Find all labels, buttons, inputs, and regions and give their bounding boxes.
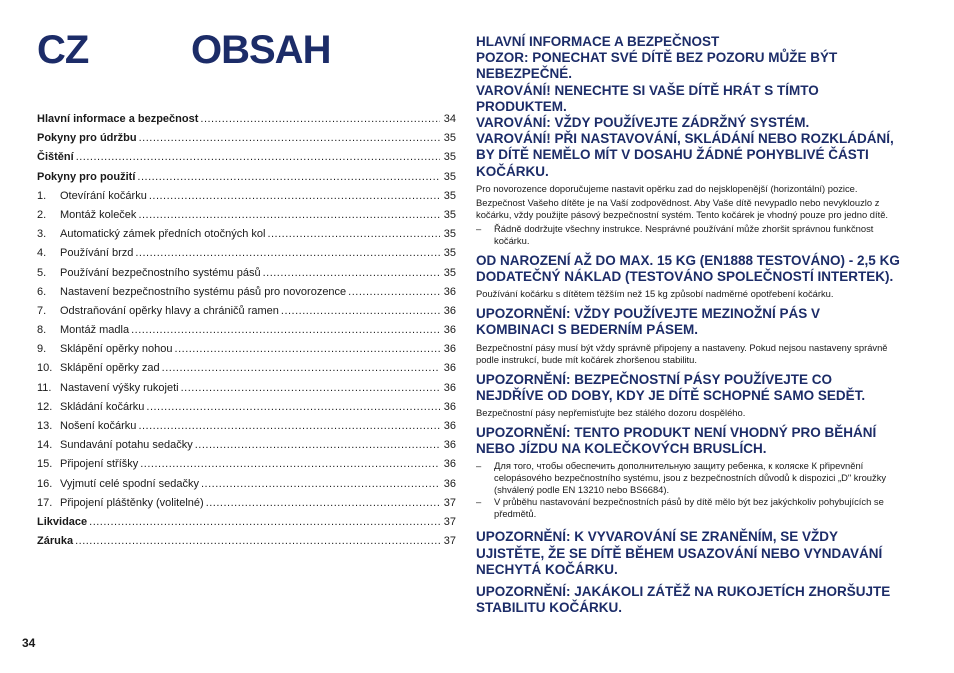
toc-entry-page: 36 <box>443 343 456 356</box>
toc-entry-number: 6. <box>37 285 47 298</box>
toc-entry-title: Sklápění opěrky zad <box>60 362 160 375</box>
toc-entry <box>37 475 456 494</box>
toc-entry-page: 36 <box>443 420 456 432</box>
toc-entry <box>37 398 456 417</box>
toc-entry-number: 16. <box>37 477 53 490</box>
toc-entry-title: Otevírání kočárku <box>60 189 147 202</box>
toc-entry-number: 3. <box>37 228 47 241</box>
toc-entry-page: 37 <box>443 496 456 509</box>
toc-entry <box>37 321 456 340</box>
toc-entry <box>37 379 456 398</box>
toc-entry-number: 2. <box>37 208 47 221</box>
toc-entry <box>37 110 456 129</box>
toc-leader-dots <box>138 206 440 225</box>
toc-entry <box>37 532 456 551</box>
toc-entry-page: 34 <box>443 113 456 125</box>
toc-entry-page: 35 <box>443 228 456 241</box>
toc-entry-number: 14. <box>37 439 53 452</box>
toc-entry-page: 35 <box>443 208 456 221</box>
toc-entry <box>37 187 456 206</box>
page-number: 34 <box>22 636 36 650</box>
table-of-contents <box>37 110 456 551</box>
toc-entry-title: Záruka <box>37 535 74 548</box>
toc-entry-page: 36 <box>443 458 456 471</box>
toc-entry-page: 36 <box>443 285 456 298</box>
toc-leader-dots <box>138 417 440 436</box>
toc-leader-dots <box>195 436 440 455</box>
toc-entry-number: 17. <box>37 496 53 509</box>
toc-entry-page: 35 <box>443 247 456 260</box>
toc-entry-number: 7. <box>37 304 47 317</box>
toc-leader-dots <box>181 379 440 398</box>
warning-heading: UPOZORNĚNÍ: BEZPEČNOSTNÍ PÁSY POUŽÍVEJTE CO NEJDŘÍVE OD DOBY, KDY JE DÍTĚ SCHOPNÉ SAMO SEDĚT. <box>476 371 866 403</box>
list-item: – Для того, чтобы обеспечить дополнительную защиту ребенка, к коляске К připevnění celopásového bezpečnostního systému, jsou z bezpečnostních důvodů k dispozici „D" kroužky (shválený podle EN 13210 nebo BS6684). <box>476 460 901 496</box>
toc-leader-dots <box>267 225 440 244</box>
paragraph: Bezpečnostní pásy nepřemisťujte bez stálého dozoru dospělého. <box>476 407 746 419</box>
toc-entry-title: Pokyny pro údržbu <box>37 132 137 145</box>
toc-entry <box>37 148 456 167</box>
toc-entry <box>37 494 456 513</box>
toc-leader-dots <box>149 187 440 206</box>
section-heading: HLAVNÍ INFORMACE A BEZPEČNOST <box>476 34 720 49</box>
toc-leader-dots <box>281 302 440 321</box>
safety-section <box>476 34 901 616</box>
toc-entry-page: 35 <box>443 151 456 164</box>
toc-leader-dots <box>76 148 440 167</box>
toc-leader-dots <box>137 168 440 187</box>
toc-entry-number: 4. <box>37 247 47 260</box>
list-item: – V průběhu nastavování bezpečnostních pásů by dítě mělo být bez jakýchkoliv pohybujících se předmětů. <box>476 496 901 520</box>
paragraph: Pro novorozence doporučujeme nastavit opěrku zad do nejsklopenější (horizontální) pozice. <box>476 182 858 194</box>
toc-leader-dots <box>131 321 440 340</box>
toc-leader-dots <box>140 455 440 474</box>
toc-entry-page: 36 <box>443 400 456 413</box>
warning-heading: OD NAROZENÍ AŽ DO MAX. 15 KG (EN1888 TESTOVÁNO) - 2,5 KG DODATEČNÝ NÁKLAD (TESTOVÁNO SPOLEČNOSTÍ INTERTEK). <box>476 252 900 285</box>
toc-entry <box>37 455 456 474</box>
list-item-text: Для того, чтобы обеспечить дополнительную защиту ребенка, к коляске К připevnění celopásového bezpečnostního systému, jsou z bezpečnostních důvodů k dispozici „D" kroužky (shválený podle EN 13210 nebo BS6684). <box>494 460 887 496</box>
toc-entry-title: Odstraňování opěrky hlavy a chráničů ramen <box>60 304 279 317</box>
warning-heading: UPOZORNĚNÍ: VŽDY POUŽÍVEJTE MEZINOŽNÍ PÁS V KOMBINACI S BEDERNÍM PÁSEM. <box>476 306 821 338</box>
toc-entry-title: Používání bezpečnostního systému pásů <box>60 266 261 279</box>
toc-entry <box>37 129 456 148</box>
warning-heading: UPOZORNĚNÍ: K VYVAROVÁNÍ SE ZRANĚNÍM, SE VŽDY UJISTĚTE, ŽE SE DÍTĚ BĚHEM USAZOVÁNÍ NEBO VYNDAVÁNÍ NECHYTÁ KOČÁRKU. <box>476 529 883 577</box>
toc-entry-page: 36 <box>443 362 456 375</box>
toc-entry-page: 35 <box>443 266 456 279</box>
toc-entry <box>37 264 456 283</box>
warning-heading: VAROVÁNÍ: VŽDY POUŽÍVEJTE ZÁDRŽNÝ SYSTÉM. <box>476 115 810 131</box>
warning-heading: UPOZORNĚNÍ: TENTO PRODUKT NENÍ VHODNÝ PRO BĚHÁNÍ NEBO JÍZDU NA KOLEČKOVÝCH BRUSLÍCH. <box>476 425 877 457</box>
toc-leader-dots <box>135 244 440 263</box>
toc-entry-title: Montáž koleček <box>60 208 137 221</box>
toc-entry-page: 35 <box>443 132 456 145</box>
toc-entry <box>37 206 456 225</box>
language-code: CZ <box>37 28 89 72</box>
toc-entry <box>37 225 456 244</box>
toc-entry-page: 36 <box>443 439 456 452</box>
toc-entry-title: Skládání kočárku <box>60 400 145 413</box>
toc-leader-dots <box>201 475 440 494</box>
toc-entry-number: 13. <box>37 420 53 432</box>
toc-entry-page: 36 <box>443 381 456 394</box>
toc-entry-title: Sklápění opěrky nohou <box>60 343 173 356</box>
list-item: – Řádně dodržujte všechny instrukce. Nesprávné používání může zhoršit správnou funkčnost kočárku. <box>476 223 901 247</box>
toc-leader-dots <box>139 129 440 148</box>
toc-entry-number: 8. <box>37 324 47 337</box>
toc-entry-page: 36 <box>443 304 456 317</box>
list-item-text: Řádně dodržujte všechny instrukce. Nesprávné používání může zhoršit správnou funkčnost kočárku. <box>494 222 874 246</box>
warning-heading: UPOZORNĚNÍ: JAKÁKOLI ZÁTĚŽ NA RUKOJETÍCH ZHORŠUJTE STABILITU KOČÁRKU. <box>476 584 891 616</box>
toc-leader-dots <box>348 283 440 302</box>
toc-entry-page: 37 <box>443 535 456 548</box>
page-title: OBSAH <box>191 28 331 72</box>
toc-entry-number: 10. <box>37 362 53 375</box>
toc-entry-title: Nastavení bezpečnostního systému pásů pro novorozence <box>60 285 347 298</box>
toc-entry-title: Vyjmutí celé spodní sedačky <box>60 477 199 490</box>
toc-leader-dots <box>89 513 440 532</box>
toc-leader-dots <box>200 110 440 129</box>
toc-leader-dots <box>75 532 440 551</box>
toc-entry-title: Automatický zámek předních otočných kol <box>60 228 266 241</box>
toc-leader-dots <box>175 340 440 359</box>
toc-entry-title: Používání brzd <box>60 247 134 260</box>
toc-entry-title: Připojení stříšky <box>60 458 139 471</box>
toc-entry <box>37 244 456 263</box>
toc-entry <box>37 340 456 359</box>
toc-entry-title: Připojení pláštěnky (volitelné) <box>60 496 204 509</box>
toc-leader-dots <box>263 264 440 283</box>
paragraph: Bezpečnost Vašeho dítěte je na Vaší zodpovědnost. Aby Vaše dítě nevypadlo nebo nevyklouzlo z kočárku, vždy použijte pásový bezpečnostní systém. Tento kočárek je vhodný pouze pro jedno dítě. <box>476 196 889 220</box>
toc-entry <box>37 436 456 455</box>
warning-heading: VAROVÁNÍ! NENECHTE SI VAŠE DÍTĚ HRÁT S TÍMTO PRODUKTEM. <box>476 82 819 114</box>
toc-entry-page: 35 <box>443 170 456 183</box>
paragraph: Používání kočárku s dítětem těžším než 15 kg způsobí nadměrné opotřebení kočárku. <box>476 288 834 300</box>
toc-leader-dots <box>206 494 440 513</box>
paragraph: Bezpečnostní pásy musí být vždy správně připojeny a nastaveny. Pokud nejsou nastaveny správně podle instrukcí, bude mít kočárek zhoršenou stabilitu. <box>476 341 888 365</box>
toc-entry-number: 9. <box>37 343 47 356</box>
warning-heading: POZOR: PONECHAT SVÉ DÍTĚ BEZ POZORU MŮŽE BÝT NEBEZPEČNÉ. <box>476 50 838 82</box>
toc-entry <box>37 417 456 436</box>
toc-leader-dots <box>162 359 440 378</box>
toc-entry-title: Hlavní informace a bezpečnost <box>37 113 199 125</box>
toc-entry-number: 11. <box>37 381 52 394</box>
toc-entry-page: 36 <box>443 477 456 490</box>
toc-entry <box>37 513 456 532</box>
list-item-text: V průběhu nastavování bezpečnostních pásů by dítě mělo být bez jakýchkoliv pohybujících se předmětů. <box>494 496 884 520</box>
toc-entry-number: 15. <box>37 458 53 471</box>
toc-entry-page: 35 <box>443 189 456 202</box>
toc-entry <box>37 168 456 187</box>
toc-leader-dots <box>146 398 440 417</box>
warning-heading: VAROVÁNÍ! PŘI NASTAVOVÁNÍ, SKLÁDÁNÍ NEBO ROZKLÁDÁNÍ, BY DÍTĚ NEMĚLO MÍT V DOSAHU ŽÁDNÉ POHYBLIVÉ ČÁSTI KOČÁRKU. <box>476 131 894 179</box>
toc-entry-title: Sundavání potahu sedačky <box>60 439 193 452</box>
toc-entry <box>37 359 456 378</box>
toc-entry-title: Čištění <box>37 151 74 164</box>
toc-entry-number: 12. <box>37 400 53 413</box>
toc-entry <box>37 302 456 321</box>
toc-entry-title: Pokyny pro použití <box>37 170 136 183</box>
toc-entry-page: 37 <box>443 515 456 528</box>
toc-entry-number: 5. <box>37 266 47 279</box>
toc-entry-title: Nastavení výšky rukojeti <box>60 381 179 394</box>
toc-entry-page: 36 <box>443 324 456 337</box>
toc-entry-title: Likvidace <box>37 515 88 528</box>
toc-entry-title: Montáž madla <box>60 324 130 337</box>
toc-entry-number: 1. <box>37 189 47 202</box>
toc-entry <box>37 283 456 302</box>
toc-entry-title: Nošení kočárku <box>60 420 137 432</box>
